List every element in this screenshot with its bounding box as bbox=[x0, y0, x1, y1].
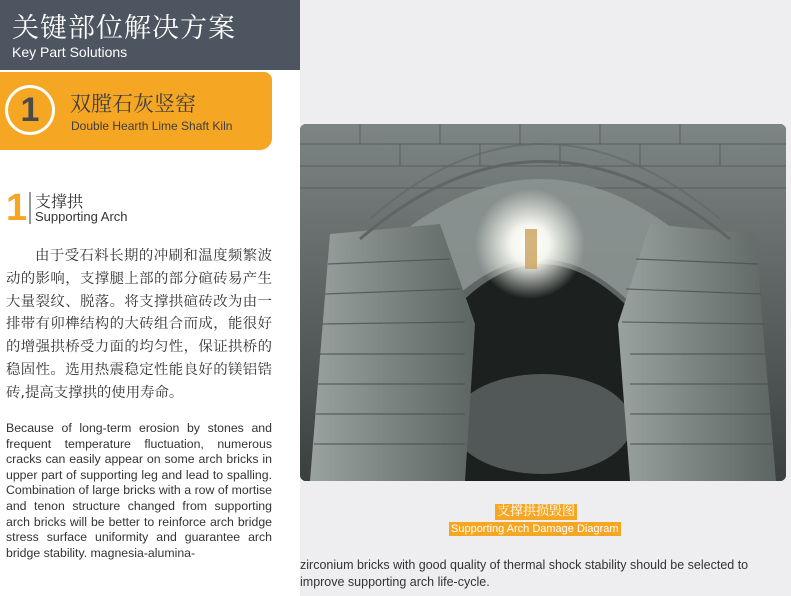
subsection-number: 1 bbox=[6, 187, 28, 229]
section-title-en: Double Hearth Lime Shaft Kiln bbox=[71, 119, 233, 133]
subsection-title-zh: 支撑拱 bbox=[35, 192, 84, 211]
body-paragraph-en: Because of long-term erosion by stones and frequent temperature fluctuation, numerous cracks can easily appear on some arch bricks in upper part of supporting leg and lead to spalling. Combination of large bricks with a row of mortise and tenon structure changed from supporting arch bricks will be better to reinforce arch bridge stress surface uniformity and guarantee arch bridge stability. magnesia-alumina- bbox=[6, 421, 272, 560]
figure-caption-zh: 支撑拱损毁图 bbox=[497, 504, 576, 519]
section-banner bbox=[0, 72, 272, 150]
section-title-zh: 双膛石灰竖窑 bbox=[70, 92, 196, 116]
subsection-divider bbox=[29, 192, 31, 224]
body-paragraph-en-continued: zirconium bricks with good quality of thermal shock stability should be selected to improve supporting arch life-cycle. bbox=[300, 558, 749, 589]
kiln-arch-photo bbox=[300, 124, 786, 481]
body-paragraph-zh: 由于受石料长期的冲刷和温度频繁波动的影响，支撑腿上部的部分碹砖易产生大量裂纹、脱落。将支撑拱碹砖改为由一排带有卯榫结构的大砖组合而成，能很好的增强拱桥受力面的均匀性，保证拱桥的稳固性。选用热震稳定性能良好的镁铝锆砖,提高支撑拱的使用寿命。 bbox=[6, 248, 272, 401]
kiln-arch-illustration bbox=[300, 124, 786, 481]
subsection-title-en: Supporting Arch bbox=[35, 209, 128, 224]
section-number: 1 bbox=[8, 88, 52, 132]
section-number-badge bbox=[5, 85, 55, 135]
figure-caption-en: Supporting Arch Damage Diagram bbox=[451, 523, 619, 535]
page-title-zh: 关键部位解决方案 bbox=[12, 13, 236, 44]
page-title-en: Key Part Solutions bbox=[12, 44, 128, 60]
